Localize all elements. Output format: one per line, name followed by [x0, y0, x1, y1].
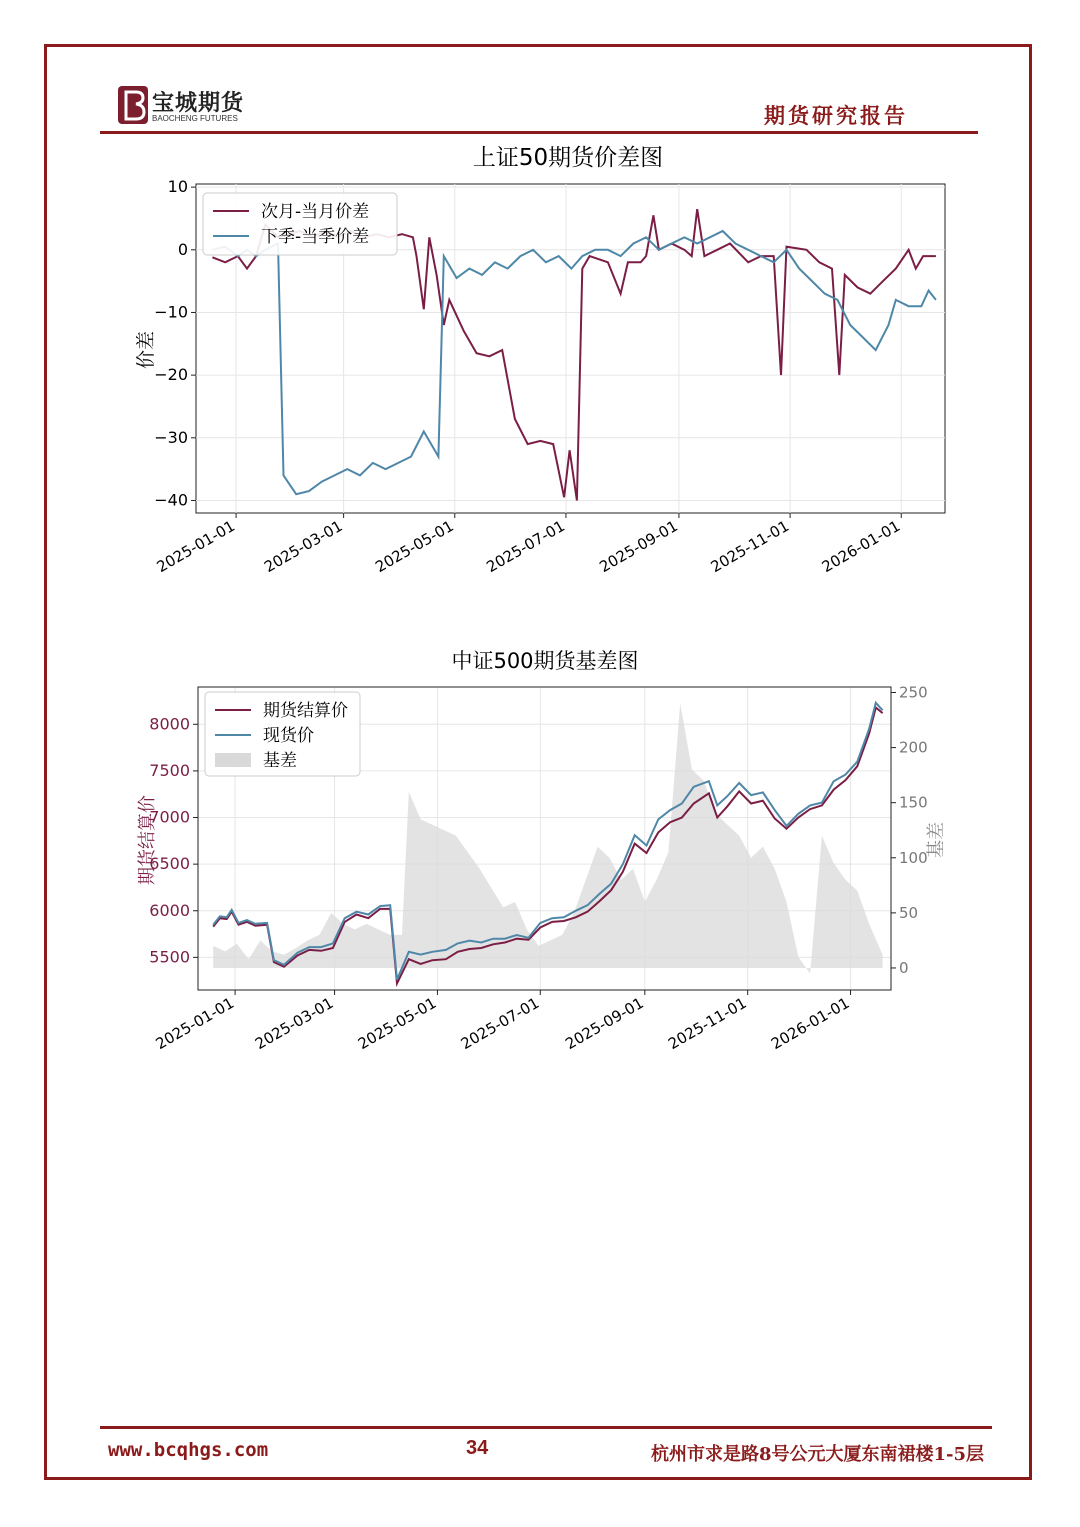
zz500-basis-chart — [0, 635, 1080, 1080]
y-tick-label: 7500 — [149, 760, 190, 780]
y-tick-label-right: 200 — [899, 738, 928, 757]
series-line — [212, 231, 936, 494]
logo-text-cn: 宝城期货 — [152, 90, 245, 116]
x-tick-label: 2025-09-01 — [562, 993, 647, 1054]
chart-title: 中证500期货基差图 — [451, 649, 639, 673]
y-axis-label-right: 基差 — [926, 822, 947, 858]
x-tick-label: 2025-11-01 — [665, 993, 750, 1054]
y-ticks-right — [891, 684, 928, 977]
x-ticks — [154, 513, 904, 576]
y-tick-label: 6000 — [149, 900, 190, 920]
y-axis-label: 价差 — [135, 330, 157, 370]
y-axis-label-left: 期货结算价 — [137, 795, 158, 885]
y-tick-label: −10 — [154, 302, 188, 322]
x-tick-label: 2025-07-01 — [483, 516, 568, 577]
x-tick-label: 2025-01-01 — [153, 516, 239, 577]
y-tick-label: 5500 — [149, 947, 190, 967]
y-tick-label: 0 — [177, 239, 188, 259]
y-tick-label: 6500 — [149, 854, 190, 874]
y-tick-label: −20 — [154, 365, 188, 385]
legend — [205, 692, 360, 776]
footer-website: www.bcqhgs.com — [108, 1439, 269, 1461]
x-ticks — [153, 990, 853, 1053]
y-tick-label-right: 100 — [899, 848, 928, 867]
x-tick-label: 2026-01-01 — [768, 993, 853, 1054]
legend — [203, 193, 397, 255]
x-tick-label: 2025-07-01 — [457, 993, 543, 1054]
page-number: 34 — [466, 1437, 489, 1459]
y-tick-label: 8000 — [149, 714, 190, 734]
header-divider — [100, 131, 978, 134]
x-tick-label: 2026-01-01 — [818, 516, 904, 577]
x-tick-label: 2025-11-01 — [707, 516, 793, 577]
y-tick-label-right: 0 — [899, 958, 909, 977]
x-tick-label: 2025-09-01 — [596, 516, 681, 577]
legend-label: 基差 — [263, 751, 297, 771]
y-tick-label: 7000 — [149, 807, 190, 827]
y-tick-label-right: 250 — [899, 683, 928, 702]
legend-label: 次月-当月价差 — [261, 202, 370, 222]
legend-label: 现货价 — [263, 726, 314, 746]
legend-label: 下季-当季价差 — [261, 227, 370, 247]
y-tick-label: −40 — [154, 490, 188, 510]
logo-mark-icon — [118, 86, 148, 124]
x-tick-label: 2025-03-01 — [261, 516, 346, 577]
y-tick-label-right: 50 — [899, 903, 919, 922]
y-tick-label: −30 — [154, 427, 188, 447]
logo-text-en: BAOCHENG FUTURES — [152, 114, 238, 123]
chart-title: 上证50期货价差图 — [472, 145, 664, 171]
sz50-spread-chart — [0, 135, 1080, 585]
y-tick-label-right: 150 — [899, 793, 928, 812]
x-tick-label: 2025-05-01 — [354, 993, 440, 1054]
x-tick-label: 2025-03-01 — [252, 993, 337, 1054]
footer-divider — [100, 1426, 992, 1429]
x-tick-label: 2025-01-01 — [152, 993, 238, 1054]
report-title: 期货研究报告 — [764, 103, 908, 128]
footer-address: 杭州市求是路8号公元大厦东南裙楼1-5层 — [650, 1444, 984, 1465]
legend-label: 期货结算价 — [263, 701, 348, 721]
y-tick-label: 10 — [167, 177, 188, 197]
company-logo — [118, 86, 278, 128]
legend-swatch — [215, 753, 251, 767]
y-ticks — [154, 177, 196, 509]
x-tick-label: 2025-05-01 — [372, 516, 457, 577]
